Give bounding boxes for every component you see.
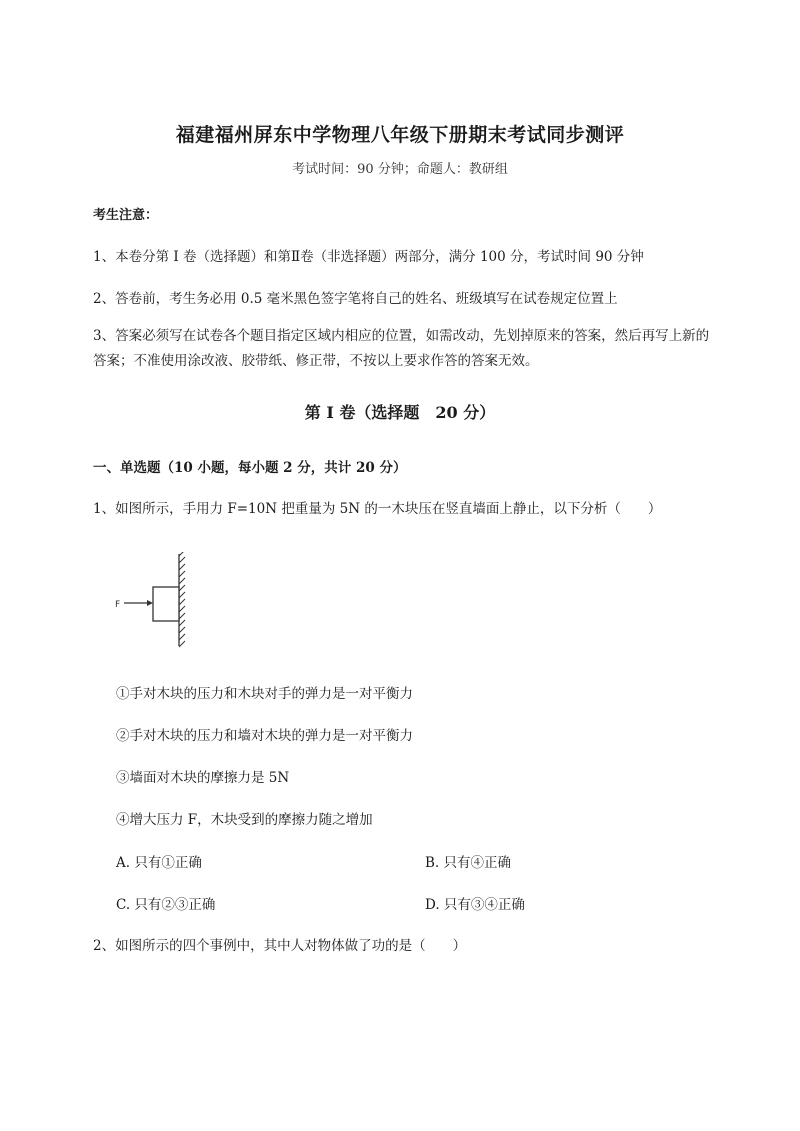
notice-item-3: 3、答案必须写在试卷各个题目指定区域内相应的位置，如需改动，先划掉原来的答案，然后再写上新的答案；不准使用涂改液、胶带纸、修正带，不按以上要求作答的答案无效。 [93,328,710,369]
question-2-stem: 2、如图所示的四个事例中，其中人对物体做了功的是（ ） [93,938,467,954]
exam-info: 考试时间：90 分钟；命题人：教研组 [292,162,508,177]
notice-item-1: 1、本卷分第 I 卷（选择题）和第Ⅱ卷（非选择题）两部分，满分 100 分，考试时间 90 分钟 [93,249,644,265]
force-arrow-head [147,600,153,606]
option-d[interactable]: D. 只有③④正确 [425,897,525,913]
wooden-block [153,587,179,621]
statement-4: ④增大压力 F，木块受到的摩擦力随之增加 [116,812,373,828]
statement-1: ①手对木块的压力和木块对手的弹力是一对平衡力 [116,686,413,702]
wall-hatching [179,552,185,647]
statement-3: ③墙面对木块的摩擦力是 5N [116,770,290,786]
page-title: 福建福州屏东中学物理八年级下册期末考试同步测评 [175,124,625,146]
force-diagram [112,552,202,656]
option-a[interactable]: A. 只有①正确 [116,855,202,871]
option-b[interactable]: B. 只有④正确 [425,855,512,871]
notice-heading: 考生注意： [93,208,159,223]
statement-2: ②手对木块的压力和墙对木块的弹力是一对平衡力 [116,728,413,744]
wall-block-figure [112,552,202,652]
notice-item-2: 2、答卷前，考生务必用 0.5 毫米黑色签字笔将自己的姓名、班级填写在试卷规定位置上 [93,291,618,307]
part-heading: 一、单选题（10 小题，每小题 2 分，共计 20 分） [93,460,407,476]
force-label: F [115,600,121,610]
question-1-stem: 1、如图所示，手用力 F=10N 把重量为 5N 的一木块压在竖直墙面上静止，以下分析（ ） [93,501,662,517]
option-c[interactable]: C. 只有②③正确 [116,897,216,913]
section-title: 第 I 卷（选择题 20 分） [304,403,496,422]
